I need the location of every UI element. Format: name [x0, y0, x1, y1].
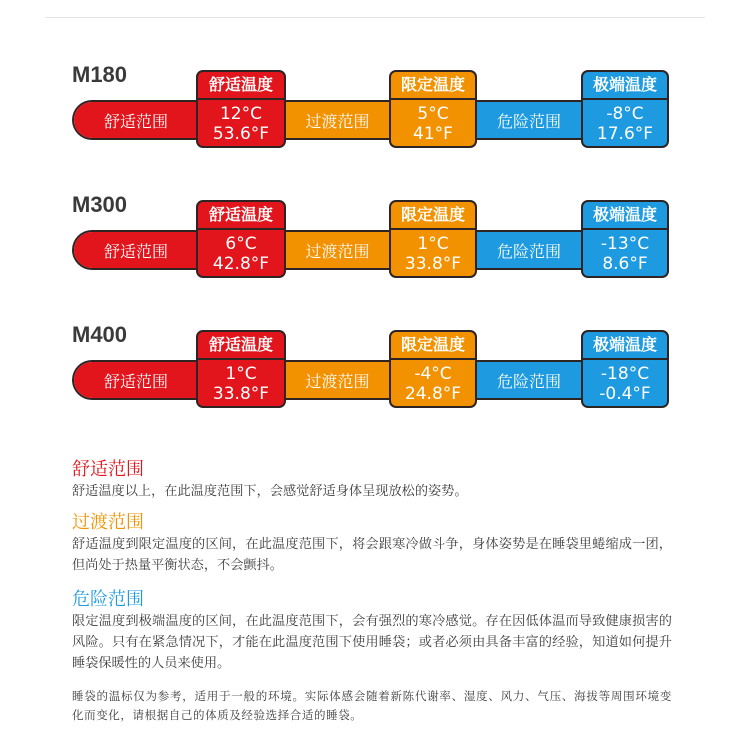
extreme-temp-values: [583, 360, 667, 404]
comfort-temp-box: [196, 200, 286, 278]
top-divider: [45, 17, 705, 18]
legend-text: 限定温度到极端温度的区间，在此温度范围下，会有强烈的寒冷感觉。存在因低体温而导致健康损害的风险。只有在紧急情况下，才能在此温度范围下使用睡袋；或者必须由具备丰富的经验，知道如何提升睡袋保暖性的人员来使用。: [72, 614, 672, 671]
transition-range-segment: [284, 102, 391, 138]
fahrenheit-value: 42.8°F: [212, 254, 270, 274]
danger-range-label: 危险范围: [496, 371, 561, 391]
model-label: M180: [72, 62, 128, 87]
celsius-value: -4°C: [414, 364, 452, 384]
celsius-value: 6°C: [225, 234, 257, 254]
comfort-temp-header: 舒适温度: [198, 202, 284, 230]
comfort-temp-values: [198, 100, 284, 144]
limit-temp-box: [389, 200, 477, 278]
temperature-bar: [72, 230, 669, 270]
comfort-temp-header: 舒适温度: [198, 332, 284, 360]
transition-range-segment: [284, 362, 391, 398]
extreme-temp-values: [583, 100, 667, 144]
comfort-range-segment: [74, 102, 198, 138]
fahrenheit-value: 53.6°F: [212, 124, 270, 144]
extreme-temp-header: 极端温度: [583, 202, 667, 230]
comfort-temp-values: [198, 230, 284, 274]
comfort-temp-header: 舒适温度: [198, 72, 284, 100]
legend-text: 舒适温度以上，在此温度范围下，会感觉舒适身体呈现放松的姿势。: [72, 484, 468, 499]
comfort-range-label: 舒适范围: [103, 371, 168, 391]
limit-temp-box: [389, 70, 477, 148]
fahrenheit-value: 8.6°F: [602, 254, 648, 274]
comfort-temp-box: [196, 70, 286, 148]
limit-temp-values: [391, 360, 475, 404]
transition-range-label: 过渡范围: [305, 371, 370, 391]
comfort-temp-box: [196, 330, 286, 408]
transition-range-segment: [284, 232, 391, 268]
limit-temp-values: [391, 230, 475, 274]
danger-range-segment: [475, 102, 583, 138]
legend-title: 过渡范围: [72, 512, 144, 533]
model-label: M300: [72, 192, 128, 217]
celsius-value: 1°C: [417, 234, 449, 254]
fahrenheit-value: -0.4°F: [599, 384, 651, 404]
comfort-range-segment: [74, 232, 198, 268]
celsius-value: 5°C: [417, 104, 449, 124]
legend-comfort: [72, 459, 672, 502]
disclaimer-note: 睡袋的温标仅为参考，适用于一般的环境。实际体感会随着新陈代谢率、湿度、风力、气压、海拔等周围环境变化而变化，请根据自己的体质及经验选择合适的睡袋。: [72, 689, 672, 722]
transition-range-label: 过渡范围: [305, 241, 370, 261]
celsius-value: -13°C: [600, 234, 650, 254]
limit-temp-header: 限定温度: [391, 72, 475, 100]
celsius-value: 12°C: [219, 104, 262, 124]
legend-text: 舒适温度到限定温度的区间，在此温度范围下，将会跟寒冷做斗争，身体姿势是在睡袋里蜷缩成一团，但尚处于热量平衡状态，不会颤抖。: [72, 537, 672, 573]
comfort-range-label: 舒适范围: [103, 111, 168, 131]
legend-danger: [72, 589, 672, 674]
danger-range-label: 危险范围: [496, 241, 561, 261]
transition-range-label: 过渡范围: [305, 111, 370, 131]
danger-range-segment: [475, 232, 583, 268]
extreme-temp-box: [581, 200, 669, 278]
model-row: [0, 190, 750, 282]
legend-title: 舒适范围: [72, 459, 144, 480]
temperature-bar: [72, 360, 669, 400]
temperature-bar: [72, 100, 669, 140]
legend-transition: [72, 512, 672, 576]
fahrenheit-value: 33.8°F: [212, 384, 270, 404]
limit-temp-box: [389, 330, 477, 408]
celsius-value: -18°C: [600, 364, 650, 384]
extreme-temp-box: [581, 330, 669, 408]
comfort-range-label: 舒适范围: [103, 241, 168, 261]
comfort-temp-values: [198, 360, 284, 404]
extreme-temp-box: [581, 70, 669, 148]
danger-range-segment: [475, 362, 583, 398]
fahrenheit-value: 17.6°F: [596, 124, 654, 144]
fahrenheit-value: 33.8°F: [404, 254, 462, 274]
limit-temp-header: 限定温度: [391, 332, 475, 360]
model-label: M400: [72, 322, 128, 347]
model-row: [0, 320, 750, 412]
limit-temp-header: 限定温度: [391, 202, 475, 230]
extreme-temp-values: [583, 230, 667, 274]
model-row: [0, 60, 750, 152]
legend-title: 危险范围: [72, 589, 144, 610]
fahrenheit-value: 41°F: [413, 124, 453, 144]
extreme-temp-header: 极端温度: [583, 332, 667, 360]
fahrenheit-value: 24.8°F: [404, 384, 462, 404]
celsius-value: 1°C: [225, 364, 257, 384]
limit-temp-values: [391, 100, 475, 144]
danger-range-label: 危险范围: [496, 111, 561, 131]
comfort-range-segment: [74, 362, 198, 398]
celsius-value: -8°C: [606, 104, 644, 124]
extreme-temp-header: 极端温度: [583, 72, 667, 100]
